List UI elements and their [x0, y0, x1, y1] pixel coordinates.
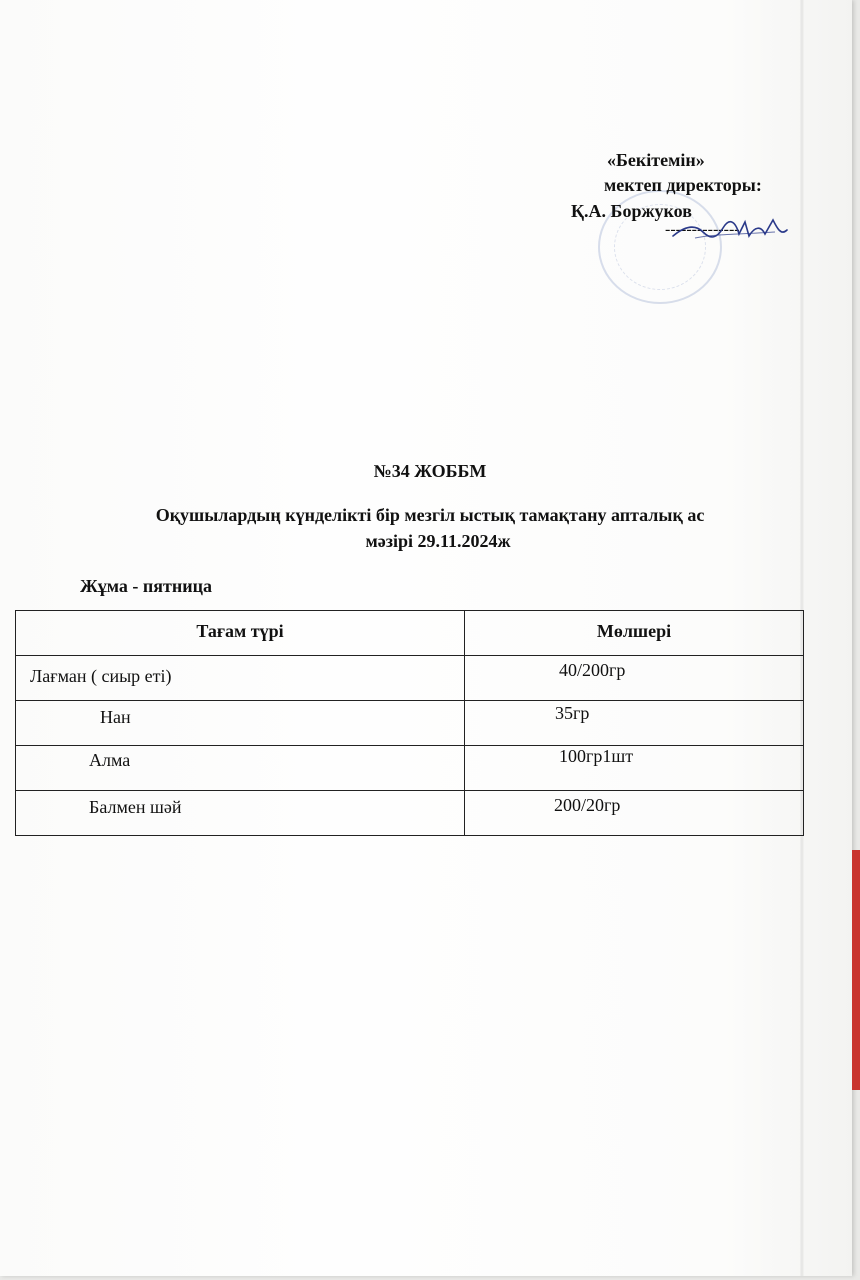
table-row [16, 791, 804, 836]
menu-title-line-1: Оқушылардың күнделікті бір мезгіл ыстық тамақтану апталық ас [155, 505, 705, 525]
approval-line-2: мектеп директоры: [604, 175, 762, 195]
table-row [16, 701, 804, 746]
dish-cell: Лағман ( сиыр еті) [16, 656, 465, 701]
amount-cell: 40/200гр [465, 656, 804, 701]
school-name: №34 ЖОББМ [373, 461, 487, 481]
director-signature [665, 216, 790, 246]
header-dish: Тағам түрі [16, 611, 465, 656]
dish-cell: Алма [16, 746, 465, 791]
approval-block [555, 150, 815, 280]
table-header-row [16, 611, 804, 656]
dish-cell: Нан [16, 701, 465, 746]
table-row [16, 656, 804, 701]
table-row [16, 746, 804, 791]
amount-cell: 35гр [465, 701, 804, 746]
amount-cell: 200/20гр [465, 791, 804, 836]
menu-table [15, 610, 804, 836]
amount-cell: 100гр1шт [465, 746, 804, 791]
weekday-label: Жұма - пятница [80, 576, 212, 596]
signature-line: -------------- [665, 221, 740, 238]
dish-cell: Балмен шәй [16, 791, 465, 836]
approval-line-1: «Бекітемін» [607, 150, 705, 170]
red-edge-strip [852, 850, 860, 1090]
menu-title-line-2: мәзірі 29.11.2024ж [365, 531, 511, 551]
header-amount: Мөлшері [465, 611, 804, 656]
approval-line-3: Қ.А. Боржуков [571, 201, 692, 221]
